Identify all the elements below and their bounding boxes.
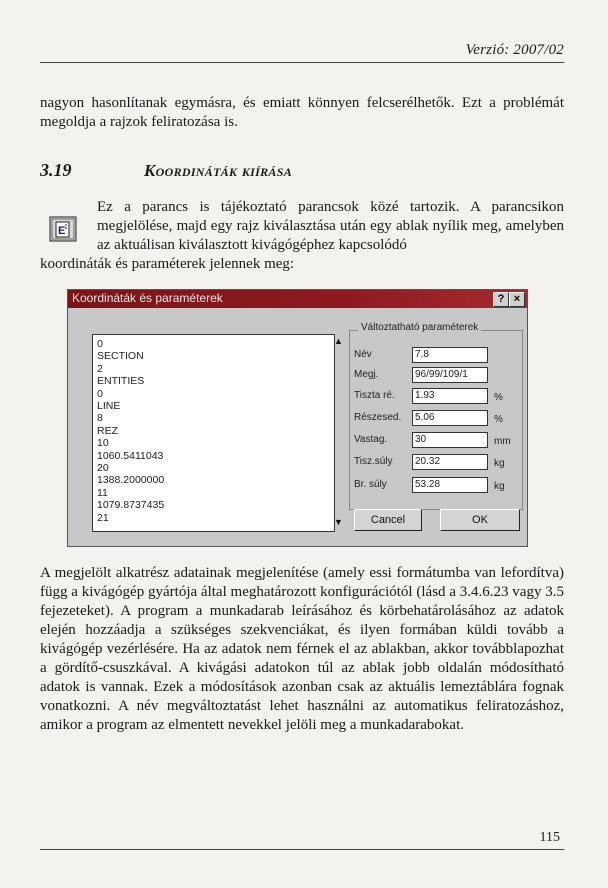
close-button[interactable]: × [509,292,525,307]
list-line: 1060.5411043 [97,449,164,462]
section-heading [40,160,292,181]
param-input[interactable]: 53.28 [412,477,488,493]
param-input[interactable]: 5.06 [412,410,488,426]
list-line: SECTION [97,350,144,363]
dialog-title: Koordináták és paraméterek [72,291,223,305]
ok-button[interactable]: OK [440,509,520,531]
list-line: 20 [97,462,109,475]
description [40,198,564,274]
section-number: 3.19 [40,160,72,180]
section-title: Koordináták kiírása [144,161,292,180]
entity-data-list[interactable] [92,334,335,532]
footer-rule [40,849,564,850]
list-line: 0 [97,387,103,400]
param-input[interactable]: 20.32 [412,454,488,470]
param-input[interactable]: 7.8 [412,347,488,363]
list-line: REZ [97,424,118,437]
list-line: 1079.8737435 [97,499,165,512]
list-line: 2 [97,362,103,375]
list-line: 21 [97,511,109,524]
list-line: 10 [97,437,109,450]
header-rule [40,62,564,63]
list-line: 11 [97,486,108,499]
param-unit: mm [494,436,511,447]
param-label: Br. súly [354,479,387,490]
param-input[interactable]: 96/99/109/1 [412,367,488,383]
list-line: LINE [97,400,121,413]
list-line: 8 [97,412,103,425]
param-label: Megj. [354,369,379,380]
list-scrollbar[interactable] [332,334,345,530]
param-input[interactable]: 1.93 [412,388,488,404]
param-input[interactable]: 30 [412,432,488,448]
cancel-button[interactable]: Cancel [354,509,422,531]
page-number: 115 [539,830,560,845]
description-text-cont: koordináták és paraméterek jelennek meg: [40,256,295,272]
param-label: Részesed. [354,412,402,423]
param-unit: % [494,392,503,403]
scroll-down-icon[interactable]: ▼ [334,517,343,527]
param-label: Tiszta ré. [354,390,395,401]
param-label: Név [354,349,372,360]
param-unit: % [494,414,503,425]
list-line: 0 [97,338,103,350]
intro-paragraph: nagyon hasonlítanak egymásra, és emiatt könnyen felcserélhetők. Ezt a problémát megoldja a rajzok feliratozása is. [40,95,564,130]
coordinates-dialog [67,289,528,547]
parameters-group-label: Változtatható paraméterek [358,322,481,333]
list-line: 1388.2000000 [97,474,165,487]
body-paragraph: A megjelölt alkatrész adatainak megjelenítése (amely essi formátumba van lefordítva) függ a kivágógép gyártója által meghatározott konfigurációtól (lásd a 3.4.6.23 vagy 3.5 fejezeteket). A program a munkadarab leírásához és körbehatárolásához az adatok elején hozzáadja a szükséges szekvenciákat, és ilyen formában küldi tovább a kivágógép vezérlésére. Ha az adatok nem férnek el az ablakban, akkor továbblapozhat a gördítő-csuszkával. A kivágási adatokon túl az ablak jobb oldalán módosítható adatok is vannak. Ezek a módosítások azonban csak az aktuális lemeztáblára fognak vonatkozni. A név megváltoztatást lehet használni az automatikus feliratozáshoz, amikor a program az elmentett nevekkel jelöli meg a munkadarabokat. [40,565,564,733]
svg-text:E: E [58,225,66,237]
dialog-titlebar [68,290,527,308]
help-button[interactable]: ? [493,292,509,307]
param-unit: kg [494,458,505,469]
param-unit: kg [494,481,505,492]
list-line: ENTITIES [97,375,145,388]
version-label: Verzió: 2007/02 [465,42,564,58]
param-label: Tisz.súly [354,456,393,467]
description-text: Ez a parancs is tájékoztató parancsok közé tartozik. A parancsikon megjelölése, majd egy rajz kiválasztása után egy ablak nyílik meg, amelyben az aktuálisan kiválasztott kivágógéphez kapcsolódó [97,199,564,253]
scroll-up-icon[interactable]: ▲ [334,336,343,346]
param-label: Vastag. [354,434,388,445]
entity-data-lines [97,338,164,524]
